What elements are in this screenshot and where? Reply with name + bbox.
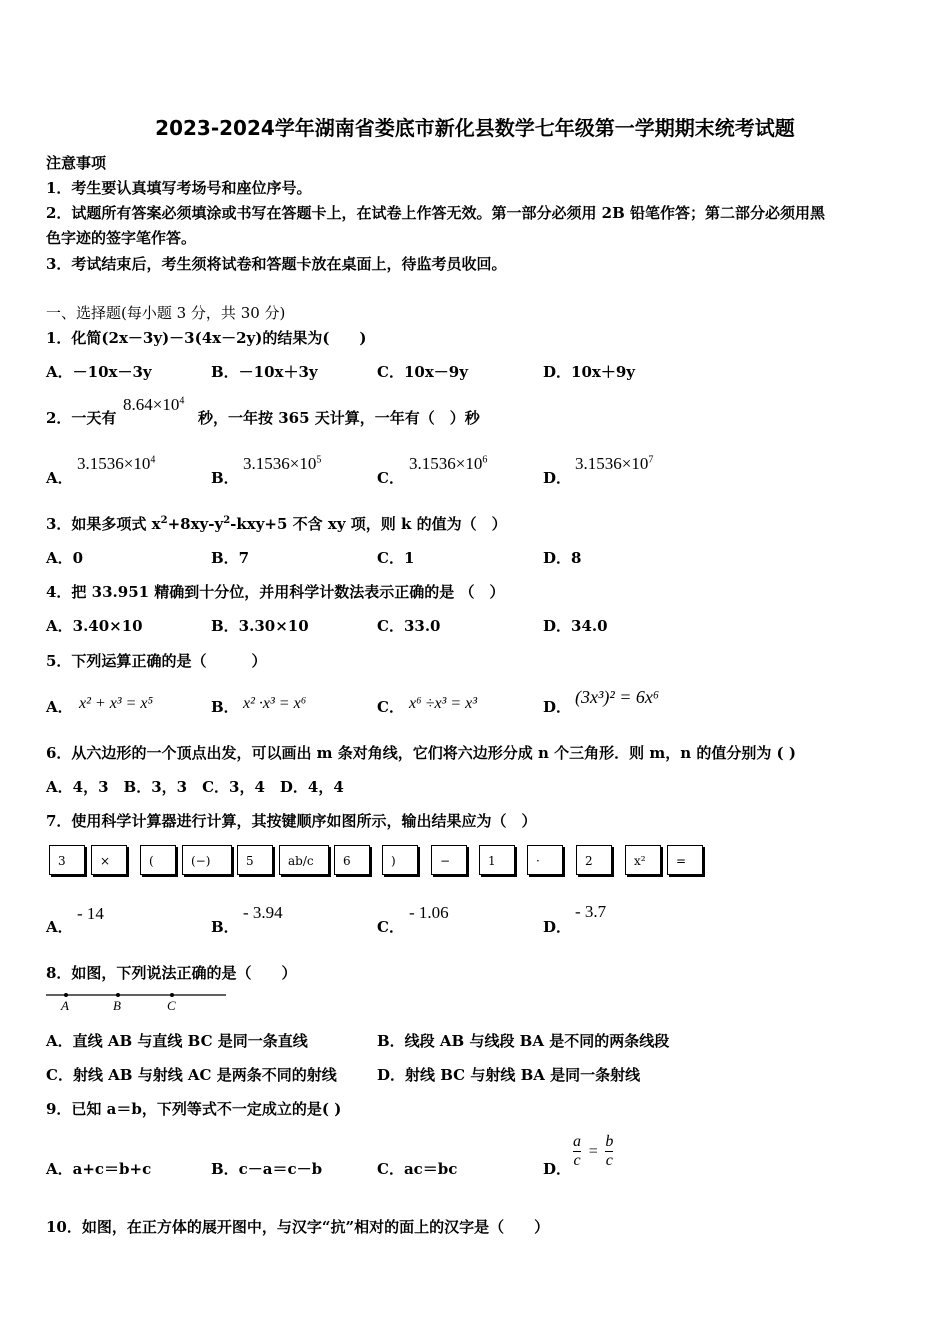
q5-stem: 5．下列运算正确的是（ ） bbox=[46, 652, 267, 670]
note-3: 3．考试结束后，考生须将试卷和答题卡放在桌面上，待监考员收回。 bbox=[46, 255, 507, 273]
q5-option-d-label: D． bbox=[543, 698, 572, 716]
q8-stem: 8．如图，下列说法正确的是（ ） bbox=[46, 964, 297, 982]
q6-options: A．4，3 B．3，3 C．3，4 D．4，4 bbox=[46, 778, 344, 796]
q8-option-a: A．直线 AB 与直线 BC 是同一条直线 bbox=[46, 1032, 308, 1050]
calc-key-5: 5 bbox=[237, 845, 273, 875]
q5-option-a-label: A． bbox=[46, 698, 73, 716]
calc-key-1: 1 bbox=[479, 845, 515, 875]
q5-option-a-expr: x² + x³ = x⁵ bbox=[79, 695, 154, 712]
calc-key-6: 6 bbox=[334, 845, 370, 875]
q1-option-c: C．10x－9y bbox=[377, 363, 468, 381]
point-c-label: C bbox=[167, 998, 176, 1013]
calc-key-negative: (−) bbox=[182, 845, 232, 875]
calc-key-point: · bbox=[527, 845, 563, 875]
q2-stem-b: 秒，一年按 365 天计算，一年有（ ）秒 bbox=[198, 409, 480, 427]
calc-key-3: 3 bbox=[49, 845, 85, 875]
q3-option-c: C．1 bbox=[377, 549, 415, 567]
fraction-a-over-c: $\frac{a}{c}$ bbox=[573, 1133, 581, 1169]
q8-option-d: D．射线 BC 与射线 BA 是同一条射线 bbox=[377, 1066, 641, 1084]
q7-option-c-value: - 1.06 bbox=[409, 903, 449, 922]
q2-option-c-value: $3.1536\times 10^6$ bbox=[409, 454, 488, 473]
q9-option-a: A．a+c＝b+c bbox=[46, 1160, 152, 1178]
q9-option-c: C．ac＝bc bbox=[377, 1160, 458, 1178]
section-heading: 一、选择题(每小题 3 分，共 30 分) bbox=[46, 304, 286, 322]
q7-option-b-label: B． bbox=[211, 918, 239, 936]
q5-option-b-expr: x² ·x³ = x⁶ bbox=[243, 695, 307, 712]
q5-option-b-label: B． bbox=[211, 698, 239, 716]
q2-option-a-value: $3.1536\times 10^4$ bbox=[77, 454, 156, 473]
q1-stem: 1．化简(2x－3y)－3(4x－2y)的结果为( ) bbox=[46, 329, 367, 347]
calc-key-close-paren: ) bbox=[382, 845, 418, 875]
q1-option-a: A．－10x－3y bbox=[46, 363, 152, 381]
q4-option-b: B．3.30×10 bbox=[211, 617, 309, 635]
q2-stem-a: 2．一天有 bbox=[46, 409, 117, 427]
point-c-dot bbox=[170, 993, 174, 997]
q9-option-d-expr: $\frac{a}{c}$ = $\frac{b}{c}$ bbox=[573, 1133, 614, 1169]
q3-option-d: D．8 bbox=[543, 549, 582, 567]
q2-option-b-label: B． bbox=[211, 469, 239, 487]
q1-option-d: D．10x＋9y bbox=[543, 363, 635, 381]
q10-stem: 10．如图，在正方体的展开图中，与汉字“抗”相对的面上的汉字是（ ） bbox=[46, 1218, 550, 1236]
q4-option-d: D．34.0 bbox=[543, 617, 608, 635]
point-a-dot bbox=[64, 993, 68, 997]
q7-option-a-label: A． bbox=[46, 918, 73, 936]
q8-option-b: B．线段 AB 与线段 BA 是不同的两条线段 bbox=[377, 1032, 670, 1050]
q2-option-b-value: $3.1536\times 10^5$ bbox=[243, 454, 322, 473]
q4-option-c: C．33.0 bbox=[377, 617, 441, 635]
fraction-b-over-c: $\frac{b}{c}$ bbox=[605, 1133, 614, 1169]
q2-option-d-value: $3.1536\times 10^7$ bbox=[575, 454, 654, 473]
q7-option-c-label: C． bbox=[377, 918, 404, 936]
q9-stem: 9．已知 a＝b，下列等式不一定成立的是( ) bbox=[46, 1100, 342, 1118]
q5-option-c-expr: x⁶ ÷x³ = x³ bbox=[409, 695, 478, 712]
q5-option-d-expr: (3x³)² = 6x⁶ bbox=[575, 687, 660, 707]
calc-key-open-paren: ( bbox=[140, 845, 176, 875]
q7-option-d-value: - 3.7 bbox=[575, 902, 607, 921]
calc-key-square: x² bbox=[625, 845, 661, 875]
calc-key-equals: = bbox=[667, 845, 703, 875]
q2-stem-number: $8.64\times 10^4$ bbox=[123, 395, 185, 414]
note-2a: 2．试题所有答案必须填涂或书写在答题卡上，在试卷上作答无效。第一部分必须用 2B 铅笔作答；第二部分必须用黑 bbox=[46, 204, 826, 222]
q8-option-c: C．射线 AB 与射线 AC 是两条不同的射线 bbox=[46, 1066, 337, 1084]
note-1: 1．考生要认真填写考场号和座位序号。 bbox=[46, 179, 312, 197]
page-title: 2023-2024学年湖南省娄底市新化县数学七年级第一学期期末统考试题 bbox=[155, 116, 795, 140]
point-a-label: A bbox=[61, 998, 69, 1013]
q4-option-a: A．3.40×10 bbox=[46, 617, 143, 635]
q9-option-d-label: D． bbox=[543, 1160, 572, 1178]
q7-stem: 7．使用科学计算器进行计算，其按键顺序如图所示，输出结果应为（ ） bbox=[46, 812, 537, 830]
q3-stem: 3．如果多项式 $x^2+8xy-y^2-kxy+5$ 不含 xy 项，则 k 的值为（ ） bbox=[46, 515, 507, 533]
q1-option-b: B．－10x＋3y bbox=[211, 363, 318, 381]
q4-stem: 4．把 33.951 精确到十分位，并用科学计数法表示正确的是 （ ） bbox=[46, 583, 505, 601]
point-b-dot bbox=[116, 993, 120, 997]
q6-stem: 6．从六边形的一个顶点出发，可以画出 m 条对角线，它们将六边形分成 n 个三角形．则 m，n 的值分别为 ( ) bbox=[46, 744, 796, 762]
q2-option-a-label: A． bbox=[46, 469, 73, 487]
line-figure bbox=[44, 986, 234, 1014]
note-2b: 色字迹的签字笔作答。 bbox=[46, 229, 197, 247]
q2-option-c-label: C． bbox=[377, 469, 404, 487]
q7-option-d-label: D． bbox=[543, 918, 572, 936]
notes-heading: 注意事项 bbox=[46, 154, 107, 172]
q5-option-c-label: C． bbox=[377, 698, 404, 716]
calc-key-minus: − bbox=[431, 845, 467, 875]
q3-option-b: B．7 bbox=[211, 549, 250, 567]
calc-key-2: 2 bbox=[576, 845, 612, 875]
q7-option-b-value: - 3.94 bbox=[243, 903, 283, 922]
q2-option-d-label: D． bbox=[543, 469, 572, 487]
q3-option-a: A．0 bbox=[46, 549, 84, 567]
calc-key-fraction: ab/c bbox=[279, 845, 329, 875]
q9-option-b: B．c－a＝c－b bbox=[211, 1160, 323, 1178]
point-b-label: B bbox=[113, 998, 121, 1013]
q7-option-a-value: - 14 bbox=[77, 904, 104, 923]
calc-key-multiply: × bbox=[91, 845, 127, 875]
